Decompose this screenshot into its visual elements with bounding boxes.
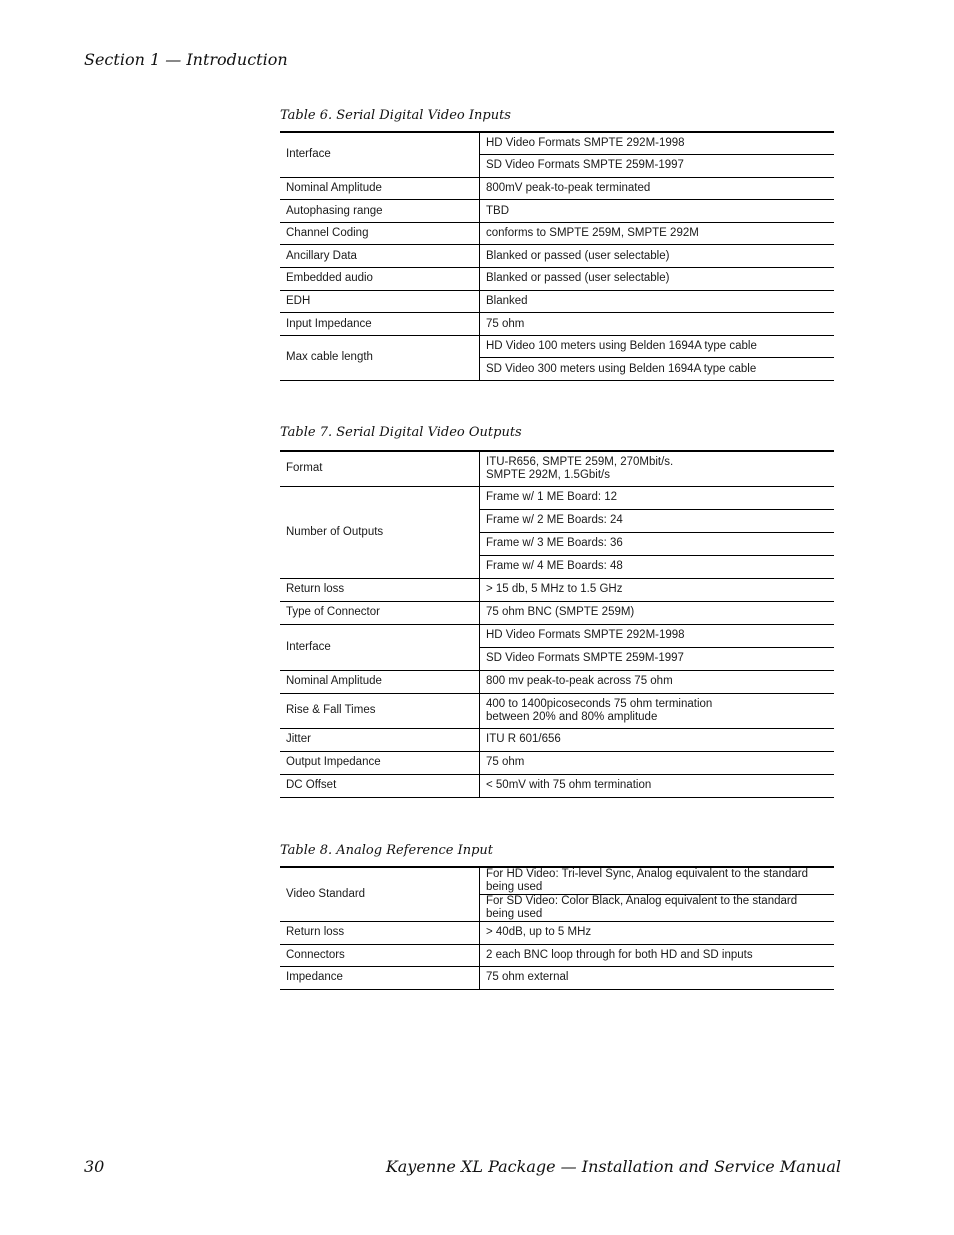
row-label: Interface	[280, 132, 480, 177]
table-row	[280, 578, 834, 601]
table-row	[280, 751, 834, 774]
row-value: 75 ohm BNC (SMPTE 259M)	[480, 601, 835, 624]
row-value: ITU-R656, SMPTE 259M, 270Mbit/s. SMPTE 292M, 1.5Gbit/s	[480, 451, 835, 486]
row-value: Frame w/ 2 ME Boards: 24	[480, 509, 835, 532]
table-row	[280, 670, 834, 693]
row-value: 75 ohm external	[480, 967, 835, 990]
row-value: Frame w/ 4 ME Boards: 48	[480, 555, 835, 578]
table-row	[280, 624, 834, 647]
row-label: Embedded audio	[280, 268, 480, 291]
table-row	[280, 200, 834, 223]
table-8-caption: Table 8. Analog Reference Input	[280, 843, 494, 858]
table-row	[280, 313, 834, 336]
row-value: ITU R 601/656	[480, 728, 835, 751]
table-row	[280, 922, 834, 945]
table-row	[280, 944, 834, 967]
row-value: > 40dB, up to 5 MHz	[480, 922, 835, 945]
page-number: 30	[84, 1157, 105, 1176]
row-label: Nominal Amplitude	[280, 177, 480, 200]
row-value: HD Video Formats SMPTE 292M-1998	[480, 624, 835, 647]
row-value: TBD	[480, 200, 835, 223]
row-value: SD Video Formats SMPTE 259M-1997	[480, 155, 835, 178]
row-label: Autophasing range	[280, 200, 480, 223]
section-header: Section 1 — Introduction	[84, 50, 288, 69]
table-row	[280, 222, 834, 245]
row-value: For SD Video: Color Black, Analog equivalent to the standard being used	[480, 895, 835, 922]
row-label: Jitter	[280, 728, 480, 751]
row-value: < 50mV with 75 ohm termination	[480, 774, 835, 797]
table-row	[280, 967, 834, 990]
row-label: DC Offset	[280, 774, 480, 797]
row-value: For HD Video: Tri-level Sync, Analog equivalent to the standard being used	[480, 867, 835, 895]
row-label: Rise & Fall Times	[280, 693, 480, 728]
row-label: Video Standard	[280, 867, 480, 922]
row-value: 800 mv peak-to-peak across 75 ohm	[480, 670, 835, 693]
row-label: Max cable length	[280, 335, 480, 380]
row-value: Blanked	[480, 290, 835, 313]
row-label: Impedance	[280, 967, 480, 990]
row-value: Blanked or passed (user selectable)	[480, 268, 835, 291]
row-value: conforms to SMPTE 259M, SMPTE 292M	[480, 222, 835, 245]
table-serial-digital-video-outputs	[280, 450, 834, 798]
table-row	[280, 132, 834, 155]
table-row	[280, 601, 834, 624]
table-row	[280, 290, 834, 313]
row-value: 75 ohm	[480, 751, 835, 774]
table-row	[280, 335, 834, 358]
table-row	[280, 177, 834, 200]
row-value: 400 to 1400picoseconds 75 ohm termination between 20% and 80% amplitude	[480, 693, 835, 728]
table-row	[280, 728, 834, 751]
table-serial-digital-video-inputs	[280, 131, 834, 381]
row-value: 800mV peak-to-peak terminated	[480, 177, 835, 200]
row-label: EDH	[280, 290, 480, 313]
row-value: 75 ohm	[480, 313, 835, 336]
row-label: Type of Connector	[280, 601, 480, 624]
row-value: HD Video 100 meters using Belden 1694A type cable	[480, 335, 835, 358]
row-label: Return loss	[280, 578, 480, 601]
footer-title: Kayenne XL Package — Installation and Service Manual	[385, 1157, 841, 1176]
row-label: Channel Coding	[280, 222, 480, 245]
row-label: Input Impedance	[280, 313, 480, 336]
row-value: HD Video Formats SMPTE 292M-1998	[480, 132, 835, 155]
row-label: Format	[280, 451, 480, 486]
table-row	[280, 268, 834, 291]
row-label: Output Impedance	[280, 751, 480, 774]
table-6-caption: Table 6. Serial Digital Video Inputs	[280, 108, 511, 123]
row-label: Nominal Amplitude	[280, 670, 480, 693]
row-label: Ancillary Data	[280, 245, 480, 268]
row-value: Blanked or passed (user selectable)	[480, 245, 835, 268]
row-value: Frame w/ 3 ME Boards: 36	[480, 532, 835, 555]
row-value: SD Video 300 meters using Belden 1694A type cable	[480, 358, 835, 381]
table-row	[280, 451, 834, 486]
row-value: Frame w/ 1 ME Board: 12	[480, 486, 835, 509]
table-row	[280, 867, 834, 895]
row-value: > 15 db, 5 MHz to 1.5 GHz	[480, 578, 835, 601]
table-7-caption: Table 7. Serial Digital Video Outputs	[280, 425, 522, 440]
row-value: SD Video Formats SMPTE 259M-1997	[480, 647, 835, 670]
table-analog-reference-input	[280, 866, 834, 990]
table-row	[280, 774, 834, 797]
row-label: Number of Outputs	[280, 486, 480, 578]
row-label: Return loss	[280, 922, 480, 945]
table-row	[280, 486, 834, 509]
row-label: Connectors	[280, 944, 480, 967]
table-row	[280, 693, 834, 728]
row-value: 2 each BNC loop through for both HD and SD inputs	[480, 944, 835, 967]
row-label: Interface	[280, 624, 480, 670]
table-row	[280, 245, 834, 268]
